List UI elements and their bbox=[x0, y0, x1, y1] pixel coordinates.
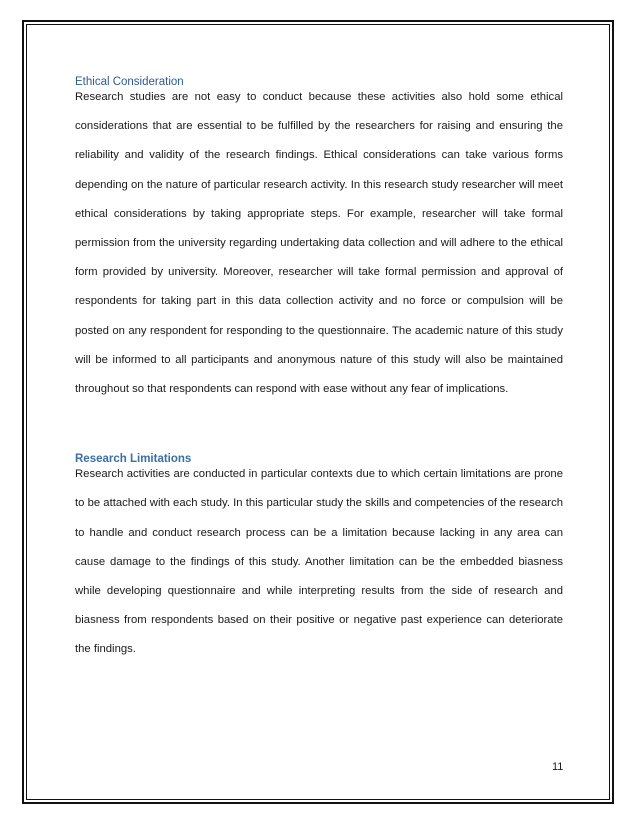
section-paragraph: Research studies are not easy to conduct because these activities also hold some ethical considerations that are essential to be fulfilled by the researchers for raising and ensuring the reliability and validity of the research findings. Ethical considerations can take various forms depending on the nature of particular research activity. In this research study researcher will meet ethical considerations by taking appropriate steps. For example, researcher will take formal permission from the university regarding undertaking data collection and will adhere to the ethical form provided by university. Moreover, researcher will take formal permission and approval of respondents for taking part in this data collection activity and no force or compulsion will be posted on any respondent for responding to the questionnaire. The academic nature of this study will be informed to all participants and anonymous nature of this study will also be maintained throughout so that respondents can respond with ease without any fear of implications. bbox=[75, 91, 563, 396]
section-paragraph: Research activities are conducted in particular contexts due to which certain limitations are prone to be attached with each study. In this particular study the skills and competencies of the research to handle and conduct research process can be a limitation because lacking in any area can cause damage to the findings of this study. Another limitation can be the embedded biasness while developing questionnaire and while interpreting results from the side of research and biasness from respondents based on their positive or negative past experience can deteriorate the findings. bbox=[75, 468, 563, 656]
document-content bbox=[75, 74, 563, 665]
section-research-limitations bbox=[75, 451, 563, 664]
section-heading: Ethical Consideration bbox=[75, 76, 184, 88]
page-number: 11 bbox=[552, 761, 564, 773]
section-ethical-consideration bbox=[75, 74, 563, 404]
section-heading: Research Limitations bbox=[75, 453, 192, 466]
